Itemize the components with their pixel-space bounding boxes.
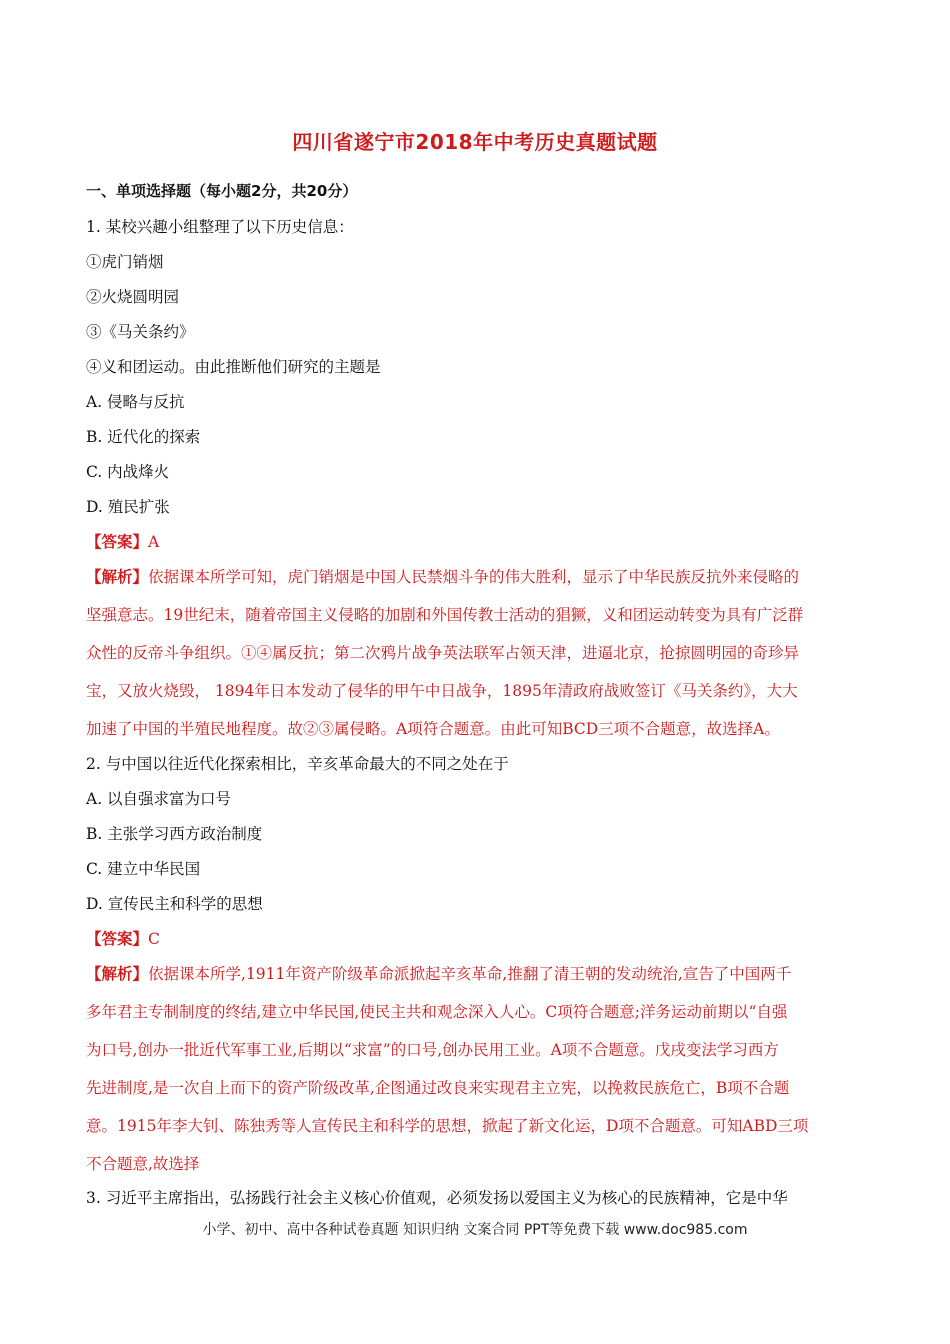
analysis-tag: 【解析】 xyxy=(86,964,149,983)
question-2-option-d: D. 宣传民主和科学的思想 xyxy=(86,895,263,913)
answer-tag: 【答案】 xyxy=(86,532,149,551)
analysis-line: 多年君主专制制度的终结,建立中华民国,使民主共和观念深入人心。C项符合题意;洋务运动前期以“自强 xyxy=(86,1003,788,1021)
question-1-item-1: ①虎门销烟 xyxy=(86,253,164,271)
analysis-line: 宝，又放火烧毁， 1894年日本发动了侵华的甲午中日战争，1895年清政府战败签订《马关条约》，大大 xyxy=(86,682,798,700)
question-1-analysis xyxy=(86,558,866,748)
question-1-item-2: ②火烧圆明园 xyxy=(86,288,180,306)
question-2-option-b: B. 主张学习西方政治制度 xyxy=(86,825,263,843)
question-2-analysis xyxy=(86,955,866,1183)
question-1-item-3: ③《马关条约》 xyxy=(86,323,195,341)
answer-tag: 【答案】 xyxy=(86,929,149,948)
analysis-tag: 【解析】 xyxy=(86,567,149,586)
analysis-line: 加速了中国的半殖民地程度。故②③属侵略。A项符合题意。由此可知BCD三项不合题意，故选择A。 xyxy=(86,720,780,738)
analysis-line: 为口号,创办一批近代军事工业,后期以“求富”的口号,创办民用工业。A项不合题意。戊戌变法学习西方 xyxy=(86,1041,779,1059)
analysis-line: 众性的反帝斗争组织。①④属反抗；第二次鸦片战争英法联军占领天津，进逼北京，抢掠圆明园的奇珍异 xyxy=(86,644,800,662)
question-1-option-a: A. 侵略与反抗 xyxy=(86,393,185,411)
document-title: 四川省遂宁市2018年中考历史真题试题 xyxy=(292,130,658,154)
question-1-option-c: C. 内战烽火 xyxy=(86,463,170,481)
question-1-stem: 1. 某校兴趣小组整理了以下历史信息： xyxy=(86,218,354,236)
question-1-option-b: B. 近代化的探索 xyxy=(86,428,201,446)
question-1-option-d: D. 殖民扩张 xyxy=(86,498,170,516)
analysis-line: 坚强意志。19世纪末，随着帝国主义侵略的加剧和外国传教士活动的猖獗，义和团运动转变为具有广泛群 xyxy=(86,606,804,624)
question-3-stem: 3. 习近平主席指出，弘扬践行社会主义核心价值观，必须发扬以爱国主义为核心的民族精神，它是中华 xyxy=(86,1189,788,1207)
answer-value: A xyxy=(148,533,160,551)
question-2-option-c: C. 建立中华民国 xyxy=(86,860,201,878)
question-2-answer xyxy=(86,928,160,950)
question-2-option-a: A. 以自强求富为口号 xyxy=(86,790,232,808)
analysis-line: 先进制度,是一次自上而下的资产阶级改革,企图通过改良来实现君主立宪，以挽救民族危亡，B项不合题 xyxy=(86,1079,790,1097)
section-heading: 一、单项选择题（每小题2分，共20分） xyxy=(86,182,358,200)
analysis-line: 【解析】依据课本所学,1911年资产阶级革命派掀起辛亥革命,推翻了清王朝的发动统治,宣告了中国两千 xyxy=(86,964,792,983)
analysis-line: 意。1915年李大钊、陈独秀等人宣传民主和科学的思想，掀起了新文化运，D项不合题意。可知ABD三项 xyxy=(86,1117,809,1135)
analysis-line: 【解析】依据课本所学可知，虎门销烟是中国人民禁烟斗争的伟大胜利，显示了中华民族反抗外来侵略的 xyxy=(86,567,800,586)
page-footer: 小学、初中、高中各种试卷真题 知识归纳 文案合同 PPT等免费下载 www.doc985.com xyxy=(202,1222,748,1238)
analysis-line: 不合题意,故选择 xyxy=(86,1155,200,1173)
question-1-answer xyxy=(86,531,159,553)
question-1-item-4: ④义和团运动。由此推断他们研究的主题是 xyxy=(86,358,381,376)
answer-value: C xyxy=(148,930,160,948)
question-2-stem: 2. 与中国以往近代化探索相比，辛亥革命最大的不同之处在于 xyxy=(86,755,509,773)
